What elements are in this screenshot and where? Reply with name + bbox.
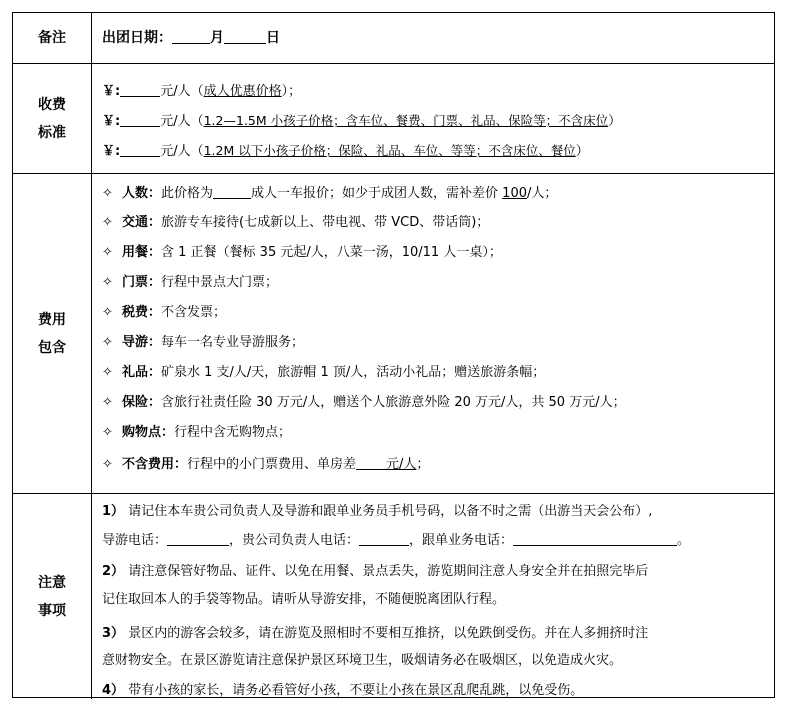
label-notes-2: 事项 xyxy=(38,602,66,619)
day-blank[interactable] xyxy=(224,29,266,44)
departure-date-line xyxy=(102,29,280,47)
staff-phone-blank[interactable] xyxy=(513,531,677,546)
row-notes xyxy=(13,493,774,699)
paren-open: （ xyxy=(190,84,204,99)
include-title: 不含费用： xyxy=(122,457,188,472)
note-text: 景区内的游客会较多，请在游览及照相时不要相互推挤，以免跌倒受伤。并在人多拥挤时注 xyxy=(128,626,649,641)
diamond-bullet-icon: ✧ xyxy=(102,245,113,260)
include-title: 用餐： xyxy=(122,245,162,260)
note-text: 请注意保管好物品、证件、以免在用餐、景点丢失，游览期间注意人身安全并在拍照完毕后 xyxy=(128,564,649,579)
include-text: 行程中含无购物点； xyxy=(174,425,292,440)
include-item-insurance xyxy=(102,394,626,412)
paren-close: ） xyxy=(575,144,589,159)
include-text: 旅游专车接待(七成新以上、带电视、带 VCD、带话筒)； xyxy=(161,215,490,230)
price-unit: 元/人 xyxy=(160,84,191,99)
label-pricing-1: 收费 xyxy=(38,96,66,113)
include-text: 每车一名专业导游服务； xyxy=(161,335,305,350)
diamond-bullet-icon: ✧ xyxy=(102,395,113,410)
diamond-bullet-icon: ✧ xyxy=(102,305,113,320)
include-text: 成人一车报价；如少于成团人数，需补差价 xyxy=(251,186,503,201)
row-remark xyxy=(13,13,774,63)
staff-phone-label: ，跟单业务电话： xyxy=(409,533,514,548)
paren-open: （ xyxy=(190,144,204,159)
label-includes-2: 包含 xyxy=(38,339,66,356)
note-text: 请记住本车贵公司负责人及导游和跟单业务员手机号码，以备不时之需（出游当天会公布）, xyxy=(128,504,653,519)
diamond-bullet-icon: ✧ xyxy=(102,365,113,380)
include-text: 不含发票； xyxy=(161,305,227,320)
price-child-tall-desc: 1.2—1.5M 小孩子价格；含车位、餐费、门票、礼品、保险等；不含床位 xyxy=(203,113,609,128)
month-label: 月 xyxy=(210,30,224,46)
include-title: 购物点： xyxy=(122,425,175,440)
include-text: /人； xyxy=(527,186,558,201)
note-1-line-2 xyxy=(102,531,690,550)
currency-symbol: ￥: xyxy=(102,144,121,159)
note-number: 3） xyxy=(102,626,125,641)
guide-phone-label: 导游电话： xyxy=(102,533,168,548)
include-item-meals xyxy=(102,244,502,262)
include-text: 此价格为 xyxy=(161,186,214,201)
label-includes-1: 费用 xyxy=(38,311,66,328)
note-2-line-1 xyxy=(102,563,648,581)
note-4-line-1 xyxy=(102,682,583,700)
include-title: 导游： xyxy=(122,335,162,350)
diamond-bullet-icon: ✧ xyxy=(102,457,113,472)
row-pricing xyxy=(13,63,774,173)
include-item-excluded xyxy=(102,455,429,474)
include-title: 保险： xyxy=(122,395,162,410)
include-text: 矿泉水 1 支/人/天，旅游帽 1 顶/人，活动小礼品；赠送旅游条幅； xyxy=(161,365,546,380)
single-room-blank[interactable] xyxy=(356,455,386,470)
diamond-bullet-icon: ✧ xyxy=(102,275,113,290)
day-label: 日 xyxy=(266,30,280,46)
note-number: 1） xyxy=(102,504,125,519)
include-title: 门票： xyxy=(122,275,162,290)
notes-content xyxy=(92,494,774,699)
note-2-line-2 xyxy=(102,591,505,609)
price-child-small xyxy=(102,142,589,161)
include-text: 行程中景点大门票； xyxy=(161,275,279,290)
note-text: 意财物安全。在景区游览请注意保护景区环境卫生，吸烟请务必在吸烟区，以免造成火灾。 xyxy=(102,653,623,668)
label-notes-1: 注意 xyxy=(38,574,66,591)
include-text: 行程中的小门票费用、单房差 xyxy=(187,457,357,472)
price-child-tall xyxy=(102,112,621,131)
diamond-bullet-icon: ✧ xyxy=(102,425,113,440)
paren-close: ）； xyxy=(281,84,302,99)
price-adult-blank[interactable] xyxy=(120,82,160,97)
paren-open: （ xyxy=(190,114,204,129)
label-pricing xyxy=(13,64,92,173)
label-pricing-2: 标准 xyxy=(38,124,66,141)
guide-phone-blank[interactable] xyxy=(167,531,229,546)
include-item-gifts xyxy=(102,364,545,382)
include-title: 交通： xyxy=(122,215,162,230)
note-number: 4） xyxy=(102,683,125,698)
includes-content xyxy=(92,174,774,493)
label-includes xyxy=(13,174,92,493)
price-child-small-blank[interactable] xyxy=(120,142,160,157)
note-text: 。 xyxy=(677,533,691,548)
include-text: 含 1 正餐（餐标 35 元起/人，八菜一汤，10/11 人一桌）； xyxy=(161,245,502,260)
price-unit: 元/人 xyxy=(160,114,191,129)
note-3-line-1 xyxy=(102,625,648,643)
include-item-guide xyxy=(102,334,304,352)
manager-phone-label: ，贵公司负责人电话： xyxy=(229,533,360,548)
price-difference: 100 xyxy=(502,186,527,201)
include-item-headcount xyxy=(102,184,557,203)
currency-symbol: ￥: xyxy=(102,114,121,129)
paren-close: ） xyxy=(608,114,622,129)
include-item-tax xyxy=(102,304,226,322)
pricing-content xyxy=(92,64,774,173)
note-1-line-1 xyxy=(102,503,652,521)
single-room-unit: 元/人 xyxy=(386,457,417,472)
include-text: ； xyxy=(416,457,430,472)
note-number: 2） xyxy=(102,564,125,579)
label-notes xyxy=(13,494,92,699)
note-text: 记住取回本人的手袋等物品。请听从导游安排，不随便脱离团队行程。 xyxy=(102,592,506,607)
price-unit: 元/人 xyxy=(160,144,191,159)
note-3-line-2 xyxy=(102,652,622,670)
price-adult-desc: 成人优惠价格 xyxy=(203,84,282,99)
label-remark-text: 备注 xyxy=(38,30,66,46)
diamond-bullet-icon: ✧ xyxy=(102,215,113,230)
row-includes xyxy=(13,173,774,493)
headcount-blank[interactable] xyxy=(213,184,251,199)
diamond-bullet-icon: ✧ xyxy=(102,335,113,350)
remark-content xyxy=(92,13,774,63)
note-text: 带有小孩的家长，请务必看管好小孩，不要让小孩在景区乱爬乱跳，以免受伤。 xyxy=(128,683,584,698)
departure-date-label: 出团日期： xyxy=(102,30,172,46)
itinerary-table xyxy=(12,12,775,698)
label-remark xyxy=(13,13,92,63)
include-text: 含旅行社责任险 30 万元/人，赠送个人旅游意外险 20 万元/人，共 50 万元/人； xyxy=(161,395,626,410)
include-title: 税费： xyxy=(122,305,162,320)
price-adult xyxy=(102,82,301,101)
price-child-small-desc: 1.2M 以下小孩子价格；保险、礼品、车位、等等；不含床位、餐位 xyxy=(203,143,576,158)
include-item-transport xyxy=(102,214,489,232)
manager-phone-blank[interactable] xyxy=(359,531,409,546)
price-child-tall-blank[interactable] xyxy=(120,112,160,127)
include-title: 礼品： xyxy=(122,365,162,380)
month-blank[interactable] xyxy=(172,29,210,44)
include-item-tickets xyxy=(102,274,278,292)
include-item-shopping xyxy=(102,424,291,442)
diamond-bullet-icon: ✧ xyxy=(102,186,113,201)
currency-symbol: ￥: xyxy=(102,84,121,99)
include-title: 人数： xyxy=(122,186,162,201)
